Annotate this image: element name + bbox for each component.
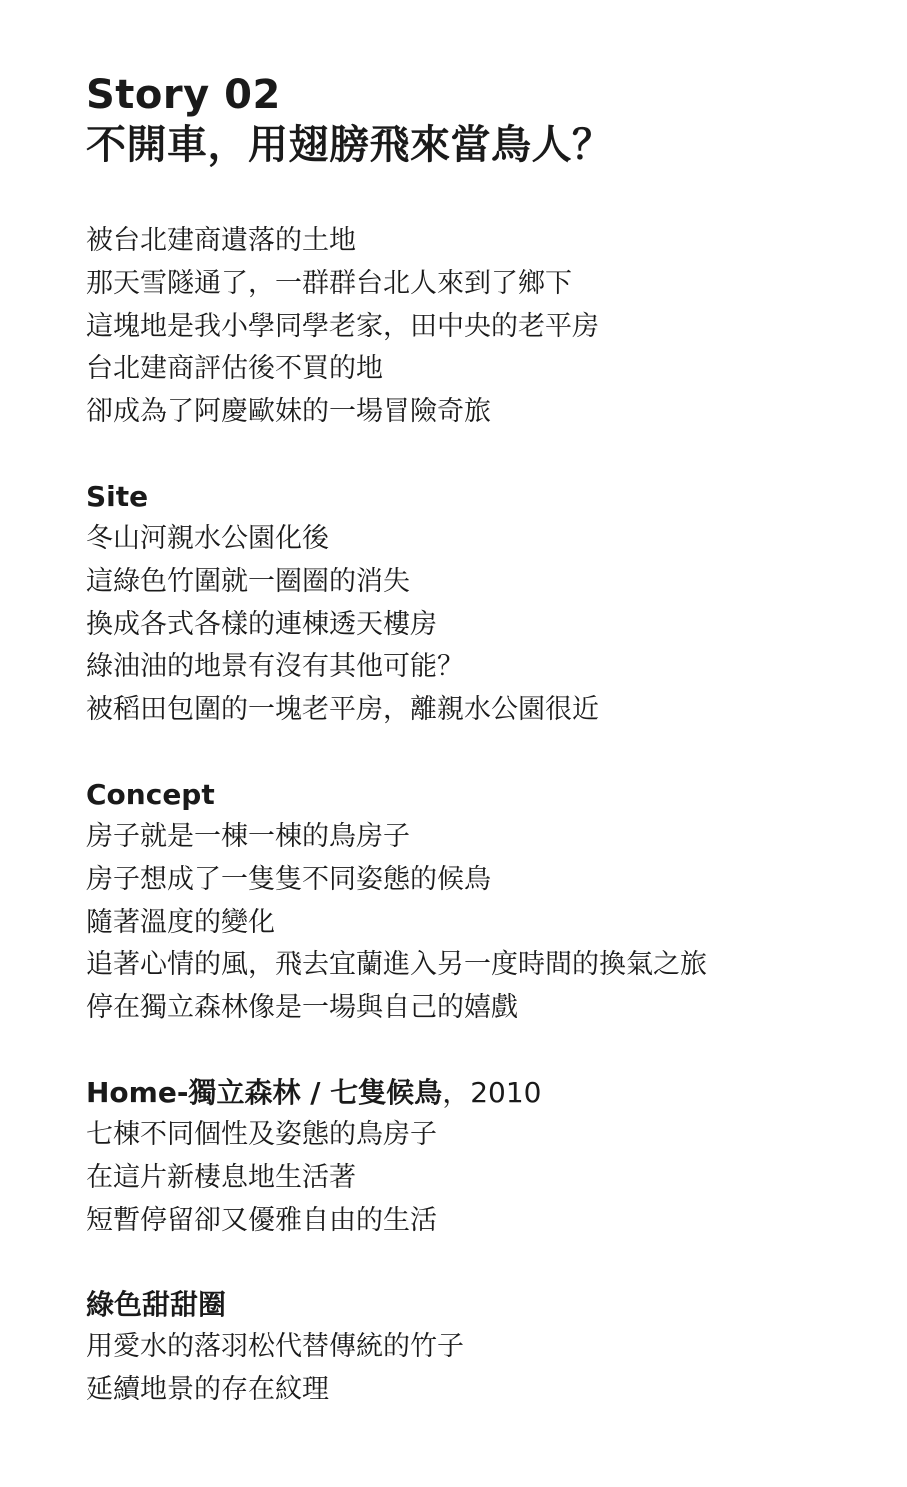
home-line: 七棟不同個性及姿態的鳥房子 [86, 1118, 437, 1150]
donut-line: 延續地景的存在紋理 [86, 1374, 329, 1406]
donut-heading: 綠色甜甜圈 [86, 1288, 227, 1322]
concept-heading: Concept [86, 777, 215, 811]
home-line: 短暫停留卻又優雅自由的生活 [86, 1204, 437, 1236]
site-line: 綠油油的地景有沒有其他可能？ [86, 651, 464, 683]
home-lines [86, 1114, 886, 1242]
home-line: 在這片新棲息地生活著 [86, 1161, 356, 1193]
concept-section [86, 774, 886, 1030]
story-title [86, 70, 886, 170]
home-section [86, 1072, 886, 1242]
donut-lines [86, 1326, 886, 1412]
home-heading-year: ，2010 [442, 1075, 542, 1109]
intro-line: 台北建商評估後不買的地 [86, 353, 383, 385]
donut-line: 用愛水的落羽松代替傳統的竹子 [86, 1331, 464, 1363]
site-section [86, 476, 886, 732]
concept-line: 追著心情的風，飛去宜蘭進入另一度時間的換氣之旅 [86, 949, 707, 981]
story-headline: 不開車，用翅膀飛來當鳥人？ [86, 122, 613, 168]
donut-section [86, 1284, 886, 1412]
site-line: 換成各式各樣的連棟透天樓房 [86, 608, 437, 640]
home-heading-title: Home-獨立森林 / 七隻候鳥 [86, 1075, 443, 1109]
intro-line: 被台北建商遺落的土地 [86, 225, 356, 256]
home-heading [86, 1072, 886, 1114]
intro-section [86, 220, 886, 434]
site-line: 冬山河親水公園化後 [86, 522, 329, 554]
concept-line: 房子就是一棟一棟的鳥房子 [86, 820, 410, 852]
concept-line: 房子想成了一隻隻不同姿態的候鳥 [86, 863, 491, 895]
site-heading: Site [86, 479, 149, 513]
intro-line: 卻成為了阿慶歐妹的一場冒險奇旅 [86, 396, 491, 428]
story-page [86, 70, 886, 1454]
concept-line: 隨著溫度的變化 [86, 906, 275, 938]
concept-lines [86, 816, 886, 1030]
site-line: 這綠色竹圍就一圈圈的消失 [86, 565, 410, 597]
concept-line: 停在獨立森林像是一場與自己的嬉戲 [86, 992, 518, 1024]
story-number: Story 02 [86, 72, 281, 118]
intro-line: 那天雪隧通了，一群群台北人來到了鄉下 [86, 267, 572, 299]
intro-line: 這塊地是我小學同學老家，田中央的老平房 [86, 310, 599, 342]
intro-lines [86, 220, 886, 434]
site-line: 被稻田包圍的一塊老平房，離親水公園很近 [86, 694, 599, 726]
site-lines [86, 518, 886, 732]
